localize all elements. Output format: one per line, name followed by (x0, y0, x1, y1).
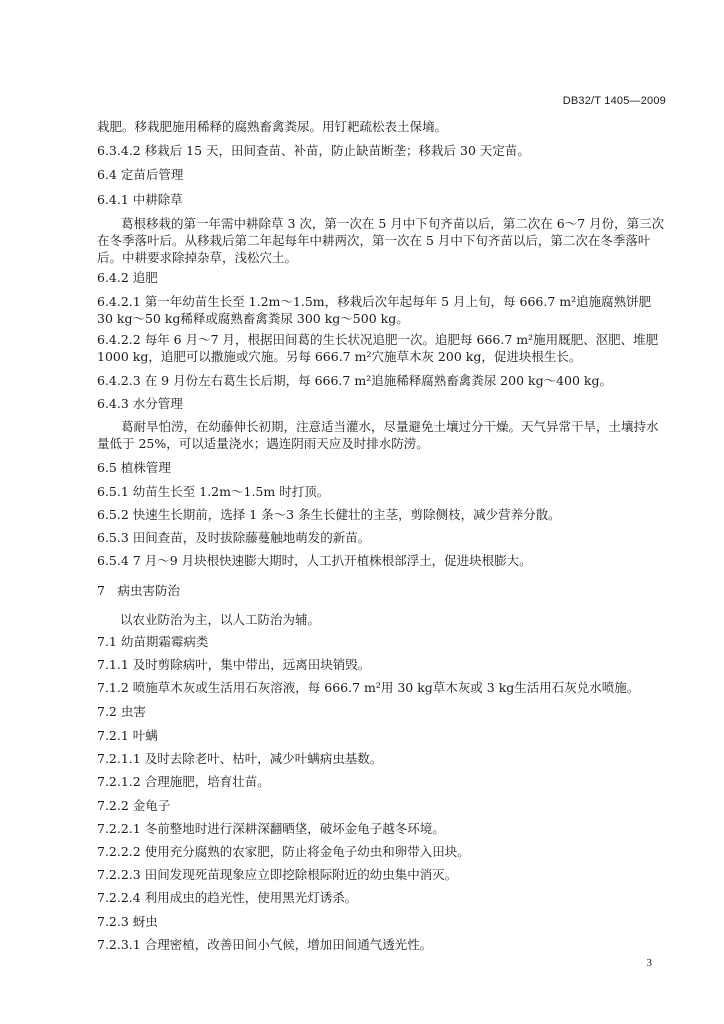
clause-7-2-3-1: 7.2.3.1 合理密植，改善田间小气候，增加田间通气透光性。 (97, 937, 433, 952)
paragraph-weeding: 葛根移栽的第一年需中耕除草 3 次，第一次在 5 月中下旬齐苗以后，第二次在 6～7 月份，第三次在冬季落叶后。从移栽后第二年起每年中耕两次，第一次在 5 月中下旬齐苗以后，第二次在冬季落叶后。中耕要求除掉杂草，浅松穴土。 (97, 216, 665, 265)
clause-6-4-2-3: 6.4.2.3 在 9 月份左右葛生长后期，每 666.7 m²追施稀释腐熟畜禽粪尿 200 kg～400 kg。 (97, 373, 612, 388)
page-number: 3 (646, 957, 652, 969)
clause-7-2-2-2: 7.2.2.2 使用充分腐熟的农家肥，防止将金龟子幼虫和卵带入田块。 (97, 844, 470, 859)
clause-6-3-4-2: 6.3.4.2 移栽后 15 天，田间查苗、补苗，防止缺苗断垄；移栽后 30 天定苗。 (97, 143, 530, 158)
section-heading-7-2-1: 7.2.1 叶螨 (97, 728, 158, 743)
paragraph-line: 栽肥。移栽肥施用稀释的腐熟畜禽粪尿。用钉耙疏松表土保墒。 (97, 119, 448, 134)
section-heading-7-2: 7.2 虫害 (97, 704, 146, 719)
clause-7-2-2-1: 7.2.2.1 冬前整地时进行深耕深翻晒垡，破坏金龟子越冬环境。 (97, 821, 445, 836)
section-heading-7-1: 7.1 幼苗期霜霉病类 (97, 634, 209, 649)
section-heading-7-2-3: 7.2.3 蚜虫 (97, 914, 158, 929)
clause-6-5-1: 6.5.1 幼苗生长至 1.2m～1.5m 时打顶。 (97, 484, 330, 499)
clause-6-5-2: 6.5.2 快速生长期前，选择 1 条～3 条生长健壮的主茎，剪除侧枝，减少营养分散。 (97, 507, 561, 522)
clause-7-1-1: 7.1.1 及时剪除病叶，集中带出，远离田块销毁。 (97, 657, 371, 672)
clause-7-2-1-1: 7.2.1.1 及时去除老叶、枯叶，减少叶螨病虫基数。 (97, 751, 383, 766)
section-heading-7-2-2: 7.2.2 金龟子 (97, 798, 171, 813)
clause-7-2-2-3: 7.2.2.3 田间发现死苗现象应立即挖除根际附近的幼虫集中消灭。 (97, 867, 458, 882)
section-heading-7: 7 病虫害防治 (97, 583, 180, 598)
section-heading-6-4-2: 6.4.2 追肥 (97, 270, 158, 285)
section-heading-6-4: 6.4 定苗后管理 (97, 167, 184, 182)
clause-6-4-2-2: 6.4.2.2 每年 6 月～7 月，根据田间葛的生长状况追肥一次。追肥每 666.7 m²施用厩肥、沤肥、堆肥 1000 kg，追肥可以撒施或穴施。另每 666.7 m²穴施草木灰 200 kg，促进块根生长。 (97, 332, 659, 364)
section-heading-6-4-1: 6.4.1 中耕除草 (97, 192, 183, 207)
clause-6-5-3: 6.5.3 田间查苗，及时拔除藤蔓触地萌发的新苗。 (97, 530, 371, 545)
section-heading-6-5: 6.5 植株管理 (97, 460, 171, 475)
clause-7-2-2-4: 7.2.2.4 利用成虫的趋光性，使用黑光灯诱杀。 (97, 890, 358, 905)
paragraph-water: 葛耐旱怕涝，在幼藤伸长初期，注意适当灌水，尽量避免土壤过分干燥。天气异常干旱，土壤持水量低于 25%，可以适量浇水；遇连阴雨天应及时排水防涝。 (97, 419, 659, 451)
clause-6-4-2-1: 6.4.2.1 第一年幼苗生长至 1.2m～1.5m，移栽后次年起每年 5 月上旬，每 666.7 m²追施腐熟饼肥 30 kg～50 kg稀释或腐熟畜禽粪尿 300 kg～500 kg。 (97, 294, 652, 326)
clause-6-5-4: 6.5.4 7 月～9 月块根快速膨大期时，人工扒开植株根部浮土，促进块根膨大。 (97, 553, 532, 568)
document-code: DB32/T 1405—2009 (562, 95, 666, 107)
clause-7-2-1-2: 7.2.1.2 合理施肥，培育壮苗。 (97, 774, 270, 789)
clause-7-1-2: 7.1.2 喷施草木灰或生活用石灰溶液，每 666.7 m²用 30 kg草木灰或 3 kg生活用石灰兑水喷施。 (97, 680, 640, 695)
section-heading-6-4-3: 6.4.3 水分管理 (97, 396, 183, 411)
paragraph-pest-principle: 以农业防治为主，以人工防治为辅。 (120, 612, 321, 627)
